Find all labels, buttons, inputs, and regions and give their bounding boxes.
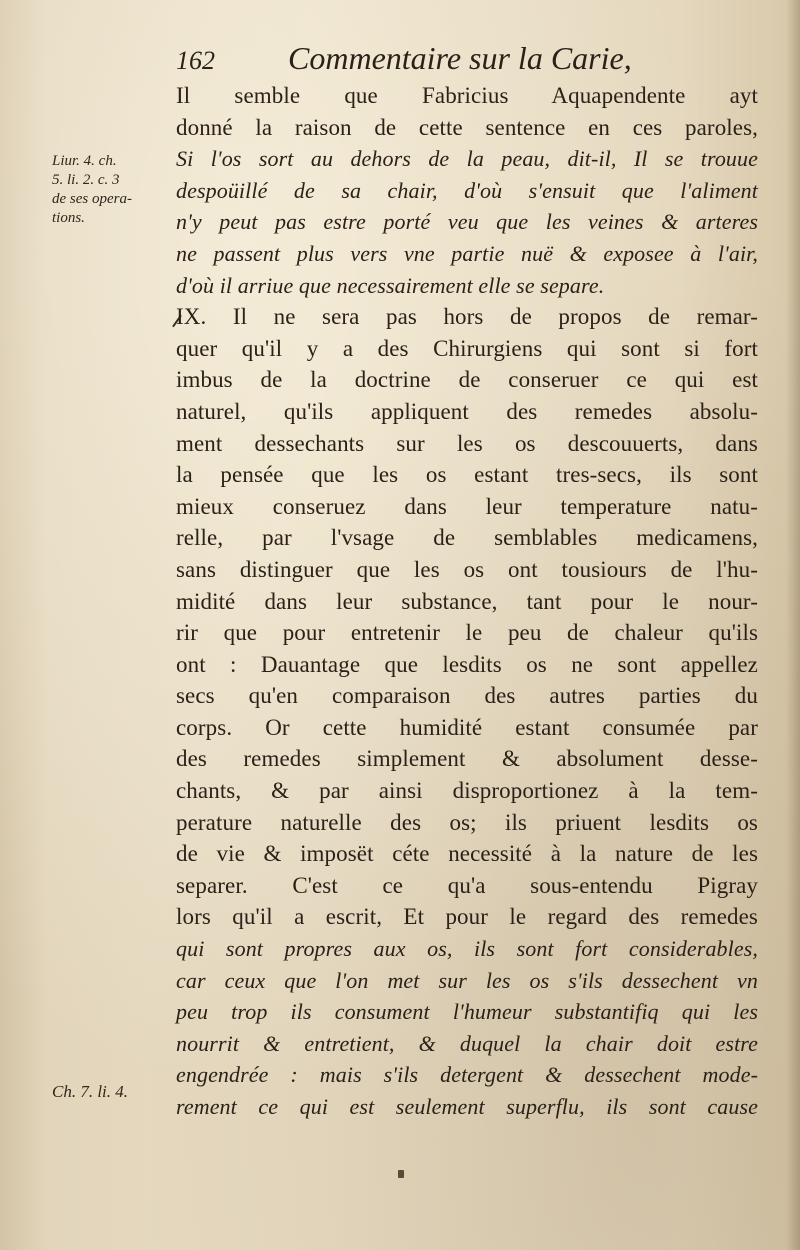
text-line: sans distinguer que les os ont tousiours de l'hu- xyxy=(176,556,758,582)
text-line: qui sont propres aux os, ils sont fort considerables, xyxy=(176,936,758,962)
text-line: lors qu'il a escrit, Et pour le regard des remedes xyxy=(176,904,758,930)
text-line: nourrit & entretient, & duquel la chair doit estre xyxy=(176,1030,758,1056)
text-line: despoüillé de sa chair, d'où s'ensuit que l'aliment xyxy=(176,177,758,203)
text-line: naturel, qu'ils appliquent des remedes absolu- xyxy=(176,398,758,424)
text-line: secs qu'en comparaison des autres parties du xyxy=(176,683,758,709)
text-line: mieux conseruez dans leur temperature natu- xyxy=(176,493,758,519)
text-line: chants, & par ainsi disproportionez à la tem- xyxy=(176,778,758,804)
running-title: Commentaire sur la Carie, xyxy=(288,40,632,76)
text-line: rement ce qui est seulement superflu, ils sont cause xyxy=(176,1094,758,1119)
text-line: d'où il arriue que necessairement elle se separe. xyxy=(176,272,605,298)
text-line: des remedes simplement & absolument desse- xyxy=(176,746,758,772)
text-line: perature naturelle des os; ils priuent lesdits os xyxy=(176,809,758,835)
body-text xyxy=(176,80,758,1123)
margin-line: 5. li. 2. c. 3 xyxy=(52,172,120,188)
margin-line: Ch. 7. li. 4. xyxy=(52,1082,129,1101)
margin-line: de ses opera- xyxy=(52,191,132,207)
text-line: separer. C'est ce qu'a sous-entendu Pigray xyxy=(176,872,758,898)
text-line: ne passent plus vers vne partie nuë & exposee à l'air, xyxy=(176,240,758,266)
text-line: ont : Dauantage que lesdits os ne sont appellez xyxy=(176,651,758,677)
text-line: n'y peut pas estre porté veu que les veines & arteres xyxy=(176,209,758,235)
text-line: relle, par l'vsage de semblables medicamens, xyxy=(176,525,758,551)
text-line: ment dessechants sur les os descouuerts, dans xyxy=(176,430,758,456)
text-line: donné la raison de cette sentence en ces paroles, xyxy=(176,114,758,140)
text-line: Il semble que Fabricius Aquapendente ayt xyxy=(176,83,758,108)
text-line: car ceux que l'on met sur les os s'ils dessechent vn xyxy=(176,967,758,993)
text-line: Si l'os sort au dehors de la peau, dit-il, Il se trouue xyxy=(176,146,758,172)
printer-mark xyxy=(398,1170,404,1178)
text-line: IX. Il ne sera pas hors de propos de remar- xyxy=(176,304,758,330)
text-line: imbus de la doctrine de conseruer ce qui est xyxy=(176,367,758,393)
text-line: rir que pour entretenir le peu de chaleur qu'ils xyxy=(176,620,758,646)
text-line: de vie & imposët céte necessité à la nature de les xyxy=(176,841,758,867)
margin-line: Liur. 4. ch. xyxy=(52,153,117,169)
page-number: 162 xyxy=(176,46,215,75)
margin-reference-2 xyxy=(52,1082,128,1101)
text-line: corps. Or cette humidité estant consumée par xyxy=(176,714,758,740)
margin-line: tions. xyxy=(52,210,85,226)
text-line: la pensée que les os estant tres-secs, ils sont xyxy=(176,462,758,488)
text-line: quer qu'il y a des Chirurgiens qui sont si fort xyxy=(176,335,758,361)
text-line: midité dans leur substance, tant pour le nour- xyxy=(176,588,758,614)
text-line: peu trop ils consument l'humeur substantifiq qui les xyxy=(176,999,758,1025)
margin-reference-1 xyxy=(52,152,132,228)
text-line: engendrée : mais s'ils detergent & dessechent mode- xyxy=(176,1062,758,1088)
